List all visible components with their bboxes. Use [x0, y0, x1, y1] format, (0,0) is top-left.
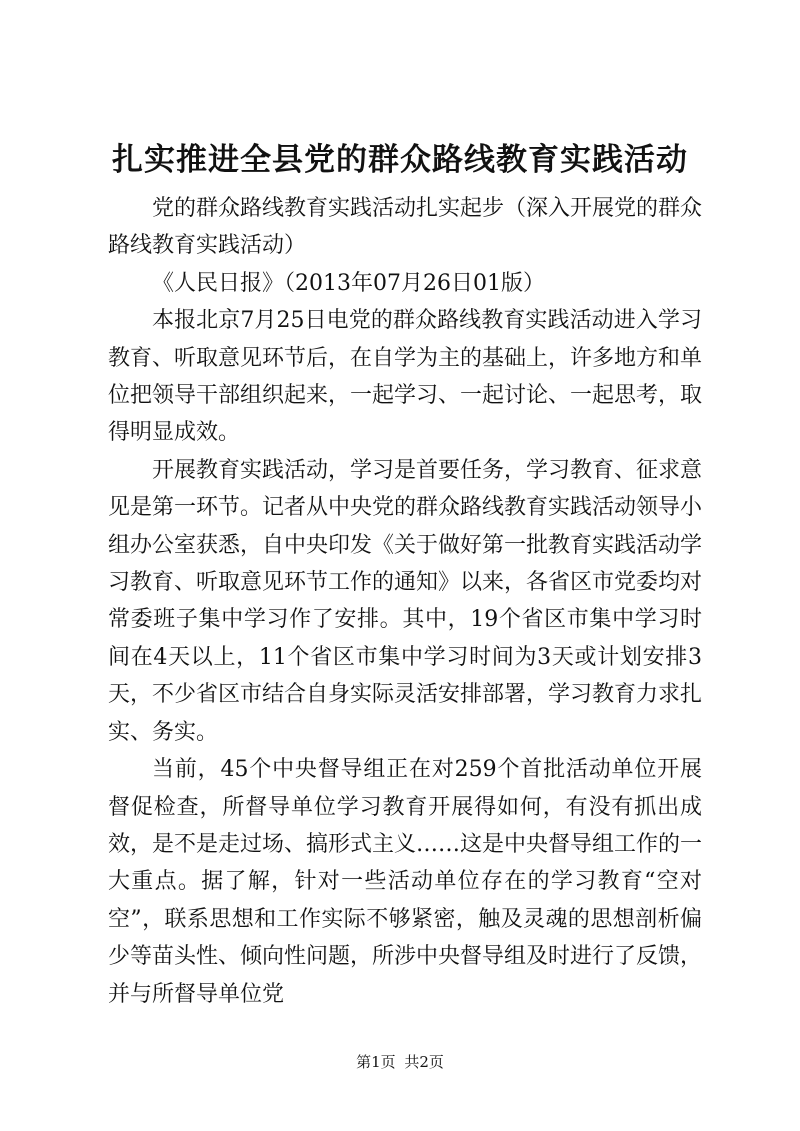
page-footer [0, 1052, 800, 1072]
document-title: 扎实推进全县党的群众路线教育实践活动 [112, 142, 688, 178]
document-body [108, 190, 702, 1013]
body-paragraph-1: 本报北京7月25日电党的群众路线教育实践活动进入学习教育、听取意见环节后，在自学为主的基础上，许多地方和单位把领导干部组织起来，一起学习、一起讨论、一起思考，取得明显成效。 [108, 308, 703, 446]
source-paragraph: 《人民日报》（2013年07月26日01版） [152, 270, 545, 296]
body-paragraph-2: 开展教育实践活动，学习是首要任务，学习教育、征求意见是第一环节。记者从中央党的群众路线教育实践活动领导小组办公室获悉，自中央印发《关于做好第一批教育实践活动学习教育、听取意见环节工作的通知》以来，各省区市党委均对常委班子集中学习作了安排。其中，19个省区市集中学习时间在4天以上，11个省区市集中学习时间为3天或计划安排3天，不少省区市结合自身实际灵活安排部署，学习教育力求扎实、务实。 [108, 457, 703, 745]
page-number: 第1页 [356, 1053, 396, 1071]
body-paragraph-3: 当前，45个中央督导组正在对259个首批活动单位开展督促检查，所督导单位学习教育开展得如何，有没有抓出成效，是不是走过场、搞形式主义……这是中央督导组工作的一大重点。据了解，针对一些活动单位存在的学习教育“空对空”，联系思想和工作实际不够紧密，触及灵魂的思想剖析偏少等苗头性、倾向性问题，所涉中央督导组及时进行了反馈，并与所督导单位党 [108, 757, 703, 1007]
page-total: 共2页 [404, 1053, 444, 1071]
subtitle-paragraph: 党的群众路线教育实践活动扎实起步（深入开展党的群众路线教育实践活动） [108, 196, 703, 259]
